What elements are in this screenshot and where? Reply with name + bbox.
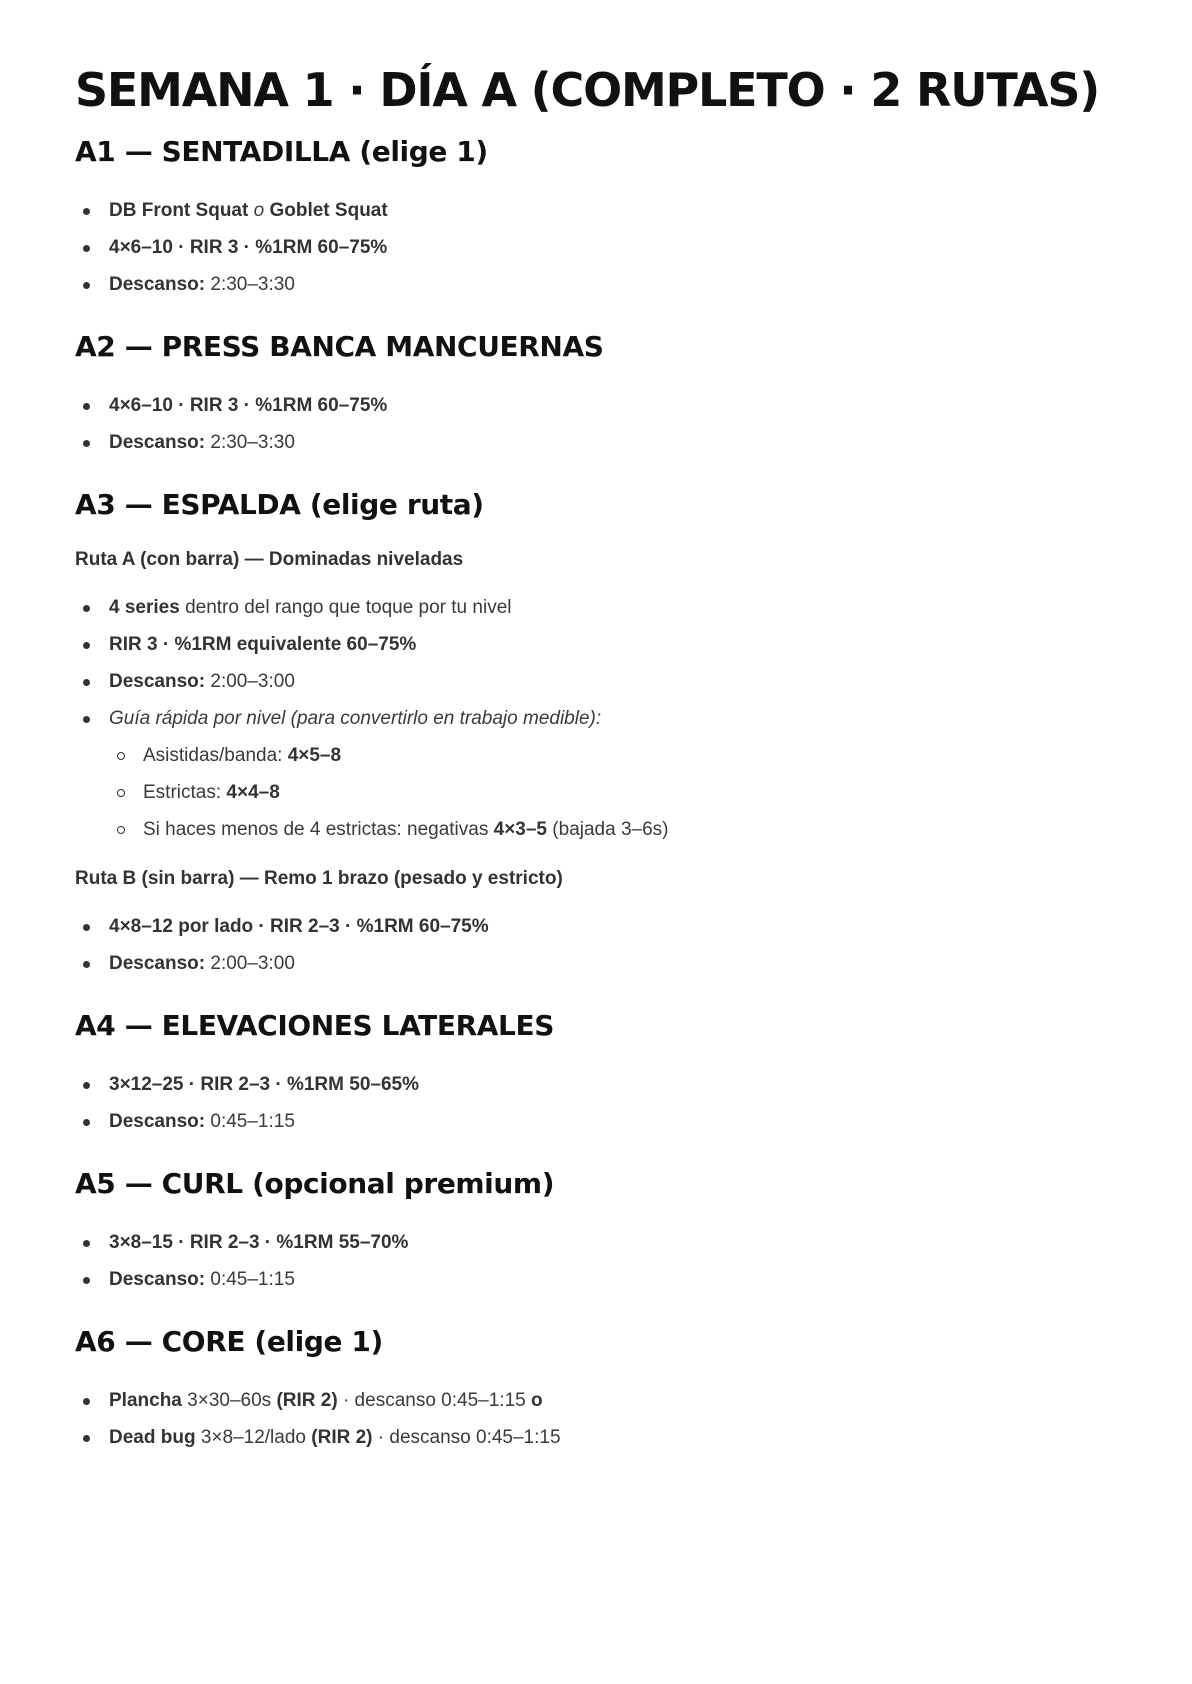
level-item [143, 737, 1132, 774]
list-a5 [75, 1224, 1132, 1298]
list-item-scheme [109, 908, 1132, 945]
level-item [143, 811, 1132, 848]
rest-label: Descanso: [109, 1111, 206, 1132]
section-a4 [75, 1008, 1132, 1140]
level-item [143, 774, 1132, 811]
core-option [109, 1382, 1132, 1419]
list-item-rest [109, 266, 1132, 303]
section-heading-a5: A5 — CURL (opcional premium) [75, 1167, 555, 1200]
rest-label: Descanso: [109, 671, 206, 692]
list-item-scheme [109, 1224, 1132, 1261]
list-item-exercise [109, 192, 1132, 229]
core-dose: 3×30–60s [187, 1390, 272, 1411]
route-b-title: Ruta B (sin barra) — Remo 1 brazo (pesado y estricto) [75, 868, 563, 889]
list-item-series [109, 589, 1132, 626]
list-item-scheme [109, 229, 1132, 266]
or-connector: o [253, 200, 265, 221]
scheme-text: 4×6–10 · RIR 3 · %1RM 60–75% [109, 237, 388, 258]
section-a2 [75, 329, 1132, 461]
list-a2 [75, 387, 1132, 461]
scheme-text: 4×6–10 · RIR 3 · %1RM 60–75% [109, 395, 388, 416]
series-text: dentro del rango que toque por tu nivel [185, 597, 512, 618]
rir-text: RIR 3 · %1RM equivalente 60–75% [109, 634, 417, 655]
level-label: Asistidas/banda: [143, 745, 283, 766]
core-rir: (RIR 2) [311, 1427, 373, 1448]
list-item-rest [109, 945, 1132, 982]
or-connector: o [530, 1390, 543, 1411]
core-rest: · descanso 0:45–1:15 [342, 1390, 526, 1411]
list-item-rest [109, 424, 1132, 461]
section-heading-a6: A6 — CORE (elige 1) [75, 1325, 383, 1358]
series-count: 4 series [109, 597, 180, 618]
core-exercise-name: Dead bug [109, 1427, 196, 1448]
rest-value: 0:45–1:15 [210, 1269, 295, 1290]
core-dose: 3×8–12/lado [200, 1427, 306, 1448]
core-exercise-name: Plancha [109, 1390, 182, 1411]
rest-value: 2:30–3:30 [210, 274, 295, 295]
level-value: 4×4–8 [226, 782, 280, 803]
list-item-scheme [109, 387, 1132, 424]
core-rest: · descanso 0:45–1:15 [377, 1427, 561, 1448]
core-option [109, 1419, 1132, 1456]
rest-label: Descanso: [109, 1269, 206, 1290]
list-route-a [75, 589, 1132, 848]
list-route-b [75, 908, 1132, 982]
section-a5 [75, 1166, 1132, 1298]
list-a6 [75, 1382, 1132, 1456]
scheme-text: 3×8–15 · RIR 2–3 · %1RM 55–70% [109, 1232, 409, 1253]
section-heading-a1: A1 — SENTADILLA (elige 1) [75, 135, 488, 168]
list-item-rir [109, 626, 1132, 663]
rest-value: 0:45–1:15 [210, 1111, 295, 1132]
scheme-text: 4×8–12 por lado · RIR 2–3 · %1RM 60–75% [109, 916, 489, 937]
section-heading-a3: A3 — ESPALDA (elige ruta) [75, 488, 484, 521]
rest-value: 2:00–3:00 [210, 953, 295, 974]
list-a1 [75, 192, 1132, 303]
section-heading-a4: A4 — ELEVACIONES LATERALES [75, 1009, 554, 1042]
level-value: 4×3–5 [493, 819, 548, 840]
list-item-rest [109, 1103, 1132, 1140]
section-a6 [75, 1324, 1132, 1456]
list-a4 [75, 1066, 1132, 1140]
rest-label: Descanso: [109, 432, 206, 453]
route-a-title: Ruta A (con barra) — Dominadas niveladas [75, 549, 464, 570]
exercise-name: DB Front Squat [109, 200, 249, 221]
scheme-text: 3×12–25 · RIR 2–3 · %1RM 50–65% [109, 1074, 419, 1095]
section-a1 [75, 134, 1132, 303]
section-heading-a2: A2 — PRESS BANCA MANCUERNAS [75, 330, 604, 363]
rest-value: 2:00–3:00 [210, 671, 295, 692]
list-item-rest [109, 1261, 1132, 1298]
level-note: (bajada 3–6s) [552, 819, 669, 840]
exercise-name: Goblet Squat [269, 200, 388, 221]
level-label: Estrictas: [143, 782, 222, 803]
rest-value: 2:30–3:30 [210, 432, 295, 453]
guide-text: Guía rápida por nivel (para convertirlo en trabajo medible): [109, 708, 602, 729]
list-item-rest [109, 663, 1132, 700]
level-sublist [109, 737, 1132, 848]
level-value: 4×5–8 [287, 745, 342, 766]
section-a3 [75, 487, 1132, 982]
rest-label: Descanso: [109, 274, 206, 295]
level-label: Si haces menos de 4 estrictas: negativas [143, 819, 489, 840]
page-title: SEMANA 1 · DÍA A (COMPLETO · 2 RUTAS) [75, 63, 1100, 117]
rest-label: Descanso: [109, 953, 206, 974]
list-item-guide [109, 700, 1132, 848]
core-rir: (RIR 2) [276, 1390, 338, 1411]
list-item-scheme [109, 1066, 1132, 1103]
